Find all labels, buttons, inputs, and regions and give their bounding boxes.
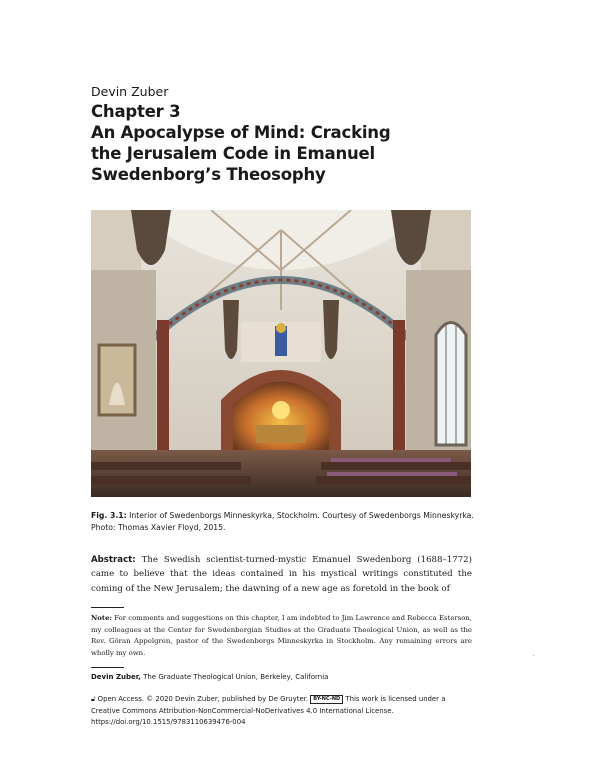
figure-caption [91,510,475,534]
note-text: For comments and suggestions on this chapter, I am indebted to Jim Lawrence and Rebecca Esterson, my colleagues at the Center for Swedenborgian Studies at the Graduate Theological Union, as well as the Rev. Göran Appelgren, pastor of the Swedenborgs Minneskyrka in Stockholm. Any remaining errors are wholly my own. [91,614,472,657]
affiliation-author: Devin Zuber, [91,673,141,681]
figure-caption-text: Interior of Swedenborgs Minneskyrka, Stockholm. Courtesy of Swedenborgs Minneskyrka. Photo: Thomas Xavier Floyd, 2015. [91,511,474,532]
chapter-note [91,613,472,659]
affiliation-institution: The Graduate Theological Union, Berkeley, California [140,673,329,681]
scan-speck [533,655,534,656]
affiliation-rule [91,667,124,668]
church-interior-illustration [91,210,471,497]
abstract-label: Abstract: [91,555,136,565]
open-access-icon: 🔓︎ [91,695,96,703]
license-statement [91,694,475,729]
cc-license-badge[interactable]: BY-NC-ND [310,695,343,704]
abstract-text: The Swedish scientist-turned-mystic Emanuel Swedenborg (1688–1772) came to believe that the ideas contained in his mystical writings constituted the coming of the New Jerusalem; the dawning of a new age as foretold in the book of [91,555,472,594]
author-name: Devin Zuber [91,84,169,99]
license-suffix: This work is licensed under a Creative Commons Attribution-NonCommercial-NoDerivatives 4.0 International License. [91,695,446,715]
chapter-number: Chapter 3 [91,102,181,121]
footnote-rule [91,607,124,608]
chapter-title-line-3: Swedenborg’s Theosophy [91,165,326,184]
doi-link[interactable]: https://doi.org/10.1515/9783110639476-004 [91,718,246,727]
note-label: Note: [91,614,113,622]
chapter-title-line-1: An Apocalypse of Mind: Cracking [91,123,391,142]
chapter-title-line-2: the Jerusalem Code in Emanuel [91,144,375,163]
figure-label: Fig. 3.1: [91,511,127,520]
abstract [91,553,472,596]
license-prefix: Open Access. © 2020 Devin Zuber, published by De Gruyter. [97,695,309,703]
chapter-title-block [91,101,491,185]
church-interior-photo [91,210,471,497]
author-affiliation [91,673,328,681]
